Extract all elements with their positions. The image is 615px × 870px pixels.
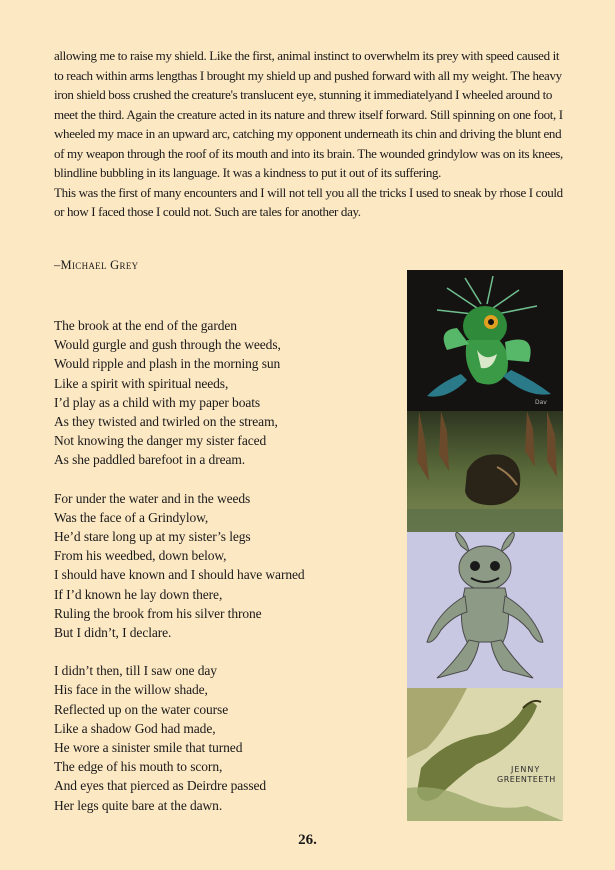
poem-line: I’d play as a child with my paper boats [54,394,261,410]
poem-line: Like a spirit with spiritual needs, [54,375,229,391]
poem-line: As she paddled barefoot in a dream. [54,452,246,468]
poem-line: If I’d known he lay down there, [54,586,223,602]
prose-paragraph: allowing me to raise my shield. Like the first, animal instinct to overwhelm its prey with speed caused it to reach within arms lengthas I brought my shield up and pushed forward with all my weight. The heavy iron shield boss crushed the creature's translucent eye, stunning it immediatelyand I wheeled around to meet the third. Again the creature acted in its nature and threw itself forward. Still spinning on one foot, I wheeled my mace in an upward arc, catching my opponent underneath its chin and driving the blunt end of my weapon through the roof of its mouth and into its brain. The wounded grindylow was on its knees, blindline bubbling in its language. It was a kindness to put it out of its suffering. [54,48,563,180]
poem-stanza [54,661,394,815]
prose-block [54,46,566,222]
poem-line: Was the face of a Grindylow, [54,509,209,525]
poem-line: Like a shadow God had made, [54,720,216,736]
grindylow-illustration-green [407,270,563,411]
swamp-scene-illustration [407,411,563,532]
poem-line: The edge of his mouth to scorn, [54,759,223,775]
jenny-greenteeth-drawing [407,688,563,821]
illustration-caption: JENNY [511,765,541,774]
page-number: 26. [298,832,317,848]
poem-line: His face in the willow shade, [54,682,208,698]
poem-stanza [54,489,394,643]
author-byline: –Michael Grey [54,258,139,272]
poem-line: I should have known and I should have warned [54,567,305,583]
poem-line: Her legs quite bare at the dawn. [54,797,223,813]
poem-line: From his weedbed, down below, [54,548,227,564]
swamp-scene-drawing [407,411,563,532]
illustration-caption: GREENTEETH [497,775,556,784]
poem-line: But I didn’t, I declare. [54,625,172,641]
poem-line: He wore a sinister smile that turned [54,740,243,756]
jenny-greenteeth-illustration [407,688,563,821]
poem-line: As they twisted and twirled on the stream, [54,414,278,430]
poem-line: The brook at the end of the garden [54,318,237,333]
poem-line: Would gurgle and gush through the weeds, [54,337,281,353]
prose-paragraph: This was the first of many encounters and I will not tell you all the tricks I used to sneak by rhose I could or how I faced those I could not. Such are tales for another day. [54,184,563,219]
poem [54,316,394,834]
green-creature-drawing [407,270,563,411]
poem-stanza [54,316,394,470]
poem-line: Reflected up on the water course [54,701,229,717]
horned-grindylow-illustration [407,532,563,688]
poem-line: Would ripple and plash in the morning sun [54,356,281,372]
poem-line: And eyes that pierced as Deirdre passed [54,778,267,794]
horned-creature-drawing [407,532,563,688]
artist-signature: Dav [535,399,547,406]
poem-line: Not knowing the danger my sister faced [54,433,267,449]
poem-line: I didn’t then, till I saw one day [54,663,217,679]
poem-line: For under the water and in the weeds [54,490,251,506]
poem-line: He’d stare long up at my sister’s legs [54,529,251,545]
poem-line: Ruling the brook from his silver throne [54,605,262,621]
